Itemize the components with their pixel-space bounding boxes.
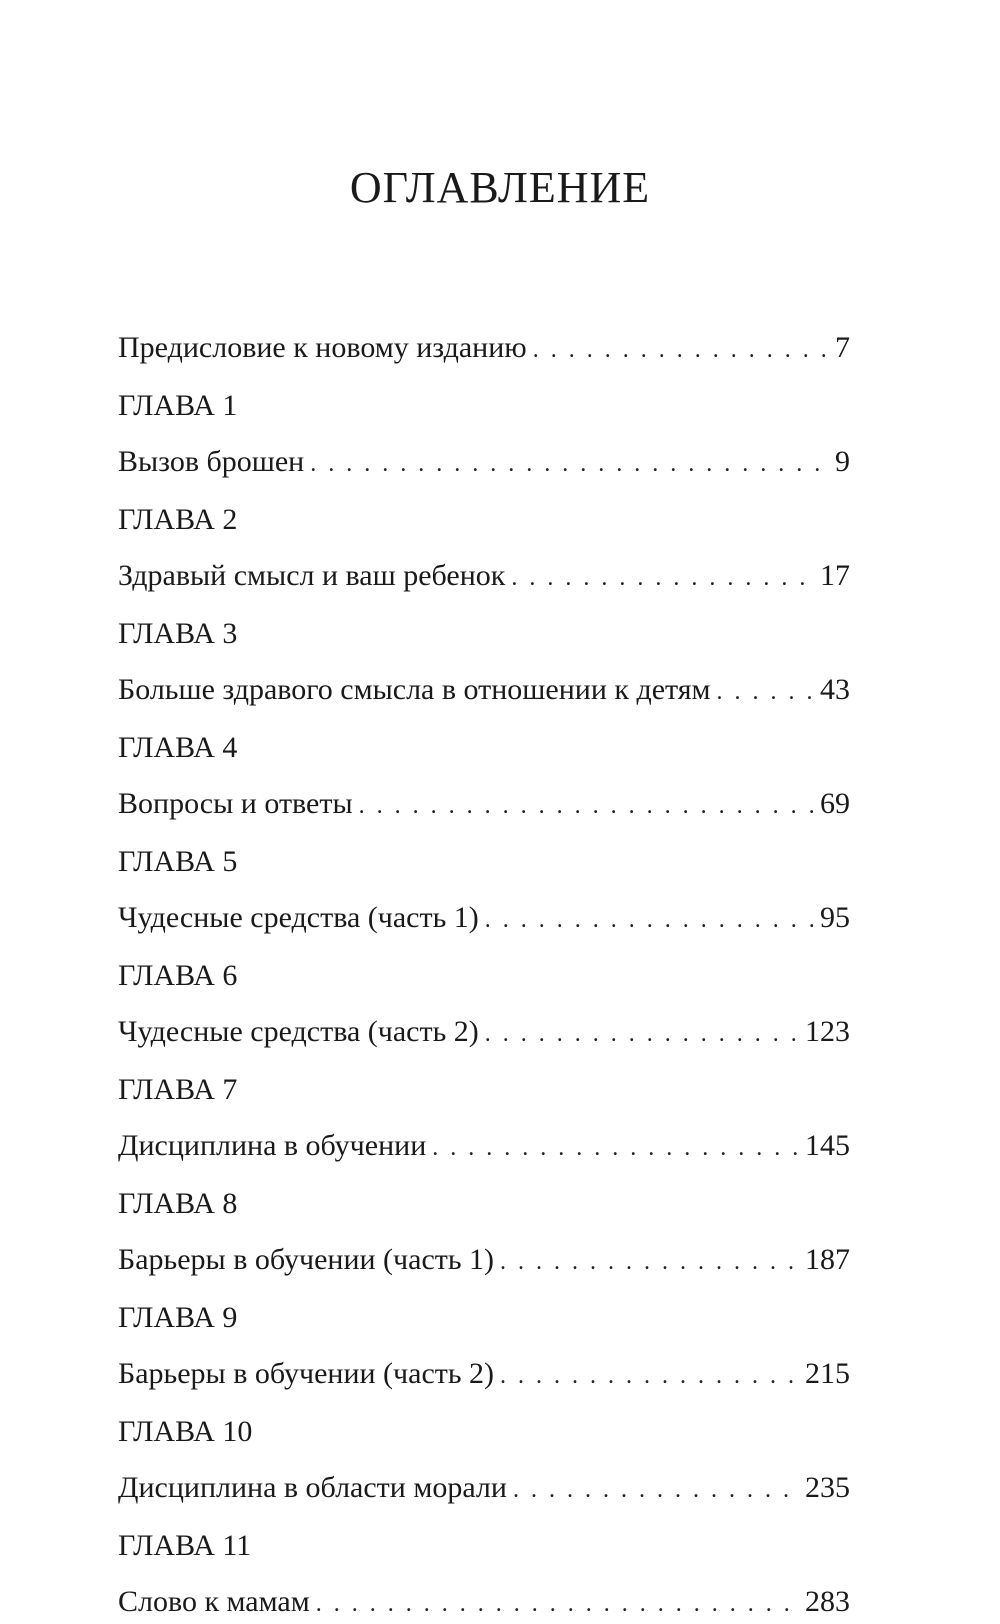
toc-page-number: 145 bbox=[805, 1129, 850, 1162]
chapter-label: ГЛАВА 10 bbox=[118, 1415, 253, 1448]
toc-page-number: 43 bbox=[820, 673, 850, 706]
chapter-label: ГЛАВА 9 bbox=[118, 1301, 238, 1334]
toc-line bbox=[118, 328, 850, 368]
toc-line bbox=[118, 1240, 850, 1280]
toc-entry-title: Дисциплина в обучении bbox=[118, 1129, 427, 1162]
toc-entry-chapter-2 bbox=[118, 500, 850, 596]
toc-entry-chapter-10 bbox=[118, 1412, 850, 1508]
chapter-label: ГЛАВА 4 bbox=[118, 731, 238, 764]
chapter-label: ГЛАВА 3 bbox=[118, 617, 238, 650]
toc-line bbox=[118, 442, 850, 482]
toc-line bbox=[118, 556, 850, 596]
chapter-label: ГЛАВА 5 bbox=[118, 845, 238, 878]
toc-entry-title: Барьеры в обучении (часть 2) bbox=[118, 1357, 495, 1390]
toc-line bbox=[118, 1582, 850, 1622]
chapter-label: ГЛАВА 11 bbox=[118, 1529, 252, 1562]
toc-page-number: 9 bbox=[835, 445, 850, 478]
toc-page-number: 7 bbox=[835, 331, 850, 364]
dot-leader bbox=[513, 1470, 799, 1510]
toc-entry-title: Предисловие к новому изданию bbox=[118, 331, 527, 364]
chapter-label: ГЛАВА 7 bbox=[118, 1073, 238, 1106]
dot-leader bbox=[316, 1584, 799, 1624]
toc-entry-title: Чудесные средства (часть 1) bbox=[118, 901, 479, 934]
toc-entry-title: Барьеры в обучении (часть 1) bbox=[118, 1243, 495, 1276]
dot-leader bbox=[533, 330, 829, 370]
toc-line bbox=[118, 1354, 850, 1394]
chapter-label: ГЛАВА 2 bbox=[118, 503, 238, 536]
toc-entry-chapter-5 bbox=[118, 842, 850, 938]
toc-entry-title: Чудесные средства (часть 2) bbox=[118, 1015, 479, 1048]
chapter-label: ГЛАВА 6 bbox=[118, 959, 238, 992]
toc-line bbox=[118, 670, 850, 710]
toc-page-number: 215 bbox=[805, 1357, 850, 1390]
toc-page-number: 123 bbox=[805, 1015, 850, 1048]
toc-page-number: 69 bbox=[820, 787, 850, 820]
toc-page-number: 17 bbox=[820, 559, 850, 592]
dot-leader bbox=[500, 1242, 799, 1282]
toc-line bbox=[118, 784, 850, 824]
toc-entry-title: Дисциплина в области морали bbox=[118, 1471, 507, 1504]
toc-page-number: 95 bbox=[820, 901, 850, 934]
toc-entry-chapter-1 bbox=[118, 386, 850, 482]
dot-leader bbox=[310, 444, 829, 484]
toc-line bbox=[118, 898, 850, 938]
dot-leader bbox=[359, 786, 814, 826]
toc-entry-chapter-11 bbox=[118, 1526, 850, 1622]
page-title: ОГЛАВЛЕНИЕ bbox=[349, 163, 651, 212]
toc-entry-title: Больше здравого смысла в отношении к детям bbox=[118, 673, 711, 706]
toc-entry-title: Вопросы и ответы bbox=[118, 787, 353, 820]
toc-entry-preface bbox=[118, 328, 850, 368]
toc-line bbox=[118, 1468, 850, 1508]
toc-entry-title: Здравый смысл и ваш ребенок bbox=[118, 559, 506, 592]
toc-entry-chapter-8 bbox=[118, 1184, 850, 1280]
toc-line bbox=[118, 1126, 850, 1166]
toc-line bbox=[118, 1012, 850, 1052]
toc-page-number: 187 bbox=[805, 1243, 850, 1276]
dot-leader bbox=[432, 1128, 799, 1168]
dot-leader bbox=[500, 1356, 799, 1396]
dot-leader bbox=[511, 558, 814, 598]
toc-entry-chapter-3 bbox=[118, 614, 850, 710]
toc-entry-title: Вызов брошен bbox=[118, 445, 305, 478]
chapter-label: ГЛАВА 1 bbox=[118, 389, 238, 422]
toc-entry-chapter-7 bbox=[118, 1070, 850, 1166]
dot-leader bbox=[717, 672, 814, 712]
toc-page-number: 283 bbox=[805, 1585, 850, 1618]
toc-entry-chapter-4 bbox=[118, 728, 850, 824]
dot-leader bbox=[485, 900, 814, 940]
toc-entry-chapter-6 bbox=[118, 956, 850, 1052]
table-of-contents bbox=[118, 328, 850, 1622]
toc-entry-title: Слово к мамам bbox=[118, 1585, 310, 1618]
toc-entry-chapter-9 bbox=[118, 1298, 850, 1394]
dot-leader bbox=[485, 1014, 799, 1054]
toc-page-number: 235 bbox=[805, 1471, 850, 1504]
chapter-label: ГЛАВА 8 bbox=[118, 1187, 238, 1220]
